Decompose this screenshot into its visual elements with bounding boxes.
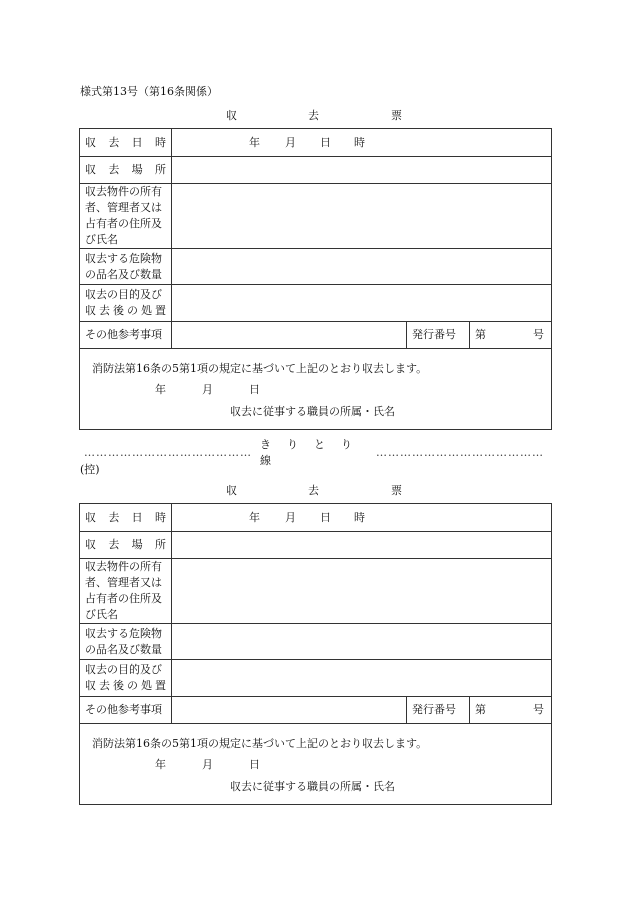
- purpose-field[interactable]: [172, 660, 552, 697]
- title-char-2: 去: [308, 109, 319, 122]
- hour-unit: 時: [354, 136, 365, 149]
- title-char-2: 去: [308, 484, 319, 497]
- date-field[interactable]: [172, 129, 552, 157]
- item-label: 収去する危険物 の品名及び数量: [80, 249, 172, 285]
- statement-section: [80, 724, 552, 805]
- title-char-3: 票: [391, 484, 402, 497]
- cut-line-label: き り と り線: [260, 438, 352, 467]
- owner-label: 収去物件の所有 者、管理者又は 占有者の住所及 び氏名: [80, 559, 172, 624]
- purpose-field[interactable]: [172, 285, 552, 322]
- title-char-1: 収: [226, 109, 237, 122]
- date-label: 収 去 日 時: [80, 129, 172, 157]
- date-field[interactable]: [172, 504, 552, 532]
- other-label: その他参考事項: [80, 322, 172, 349]
- month-unit: 月: [285, 511, 296, 524]
- signature-label: 収去に従事する職員の所属・氏名: [230, 780, 395, 793]
- signature-label: 収去に従事する職員の所属・氏名: [230, 405, 395, 418]
- date-label: 収 去 日 時: [80, 504, 172, 532]
- other-field[interactable]: [172, 697, 407, 724]
- statement-text: 消防法第16条の5第1項の規定に基づいて上記のとおり収去します。: [92, 737, 428, 750]
- title-char-3: 票: [391, 109, 402, 122]
- cut-dots-left: ……………………………………: [84, 445, 252, 459]
- place-label: 収 去 場 所: [80, 157, 172, 184]
- purpose-label: 収去の目的及び 収 去 後 の 処 置: [80, 660, 172, 697]
- purpose-label: 収去の目的及び 収 去 後 の 処 置: [80, 285, 172, 322]
- item-field[interactable]: [172, 249, 552, 285]
- hour-unit: 時: [354, 511, 365, 524]
- title-char-1: 収: [226, 484, 237, 497]
- issue-number-label: 発行番号: [407, 697, 470, 724]
- statement-text: 消防法第16条の5第1項の規定に基づいて上記のとおり収去します。: [92, 362, 428, 375]
- issue-number-field[interactable]: 第 号: [470, 697, 552, 724]
- owner-field[interactable]: [172, 184, 552, 249]
- statement-date: 年 月 日: [155, 383, 260, 396]
- form-number: 様式第13号（第16条関係）: [80, 85, 218, 98]
- owner-field[interactable]: [172, 559, 552, 624]
- cut-dots-right: ……………………………………: [376, 445, 544, 459]
- place-field[interactable]: [172, 532, 552, 559]
- item-label: 収去する危険物 の品名及び数量: [80, 624, 172, 660]
- other-label: その他参考事項: [80, 697, 172, 724]
- issue-number-label: 発行番号: [407, 322, 470, 349]
- item-field[interactable]: [172, 624, 552, 660]
- other-field[interactable]: [172, 322, 407, 349]
- statement-section: [80, 349, 552, 430]
- collection-form-table: [79, 128, 552, 430]
- day-unit: 日: [320, 511, 331, 524]
- year-unit: 年: [249, 511, 260, 524]
- owner-label: 収去物件の所有 者、管理者又は 占有者の住所及 び氏名: [80, 184, 172, 249]
- control-mark: (控): [80, 463, 100, 476]
- place-label: 収 去 場 所: [80, 532, 172, 559]
- cut-line: [84, 436, 544, 468]
- issue-number-field[interactable]: 第 号: [470, 322, 552, 349]
- month-unit: 月: [285, 136, 296, 149]
- collection-form-table-copy: [79, 503, 552, 805]
- year-unit: 年: [249, 136, 260, 149]
- place-field[interactable]: [172, 157, 552, 184]
- statement-date: 年 月 日: [155, 758, 260, 771]
- day-unit: 日: [320, 136, 331, 149]
